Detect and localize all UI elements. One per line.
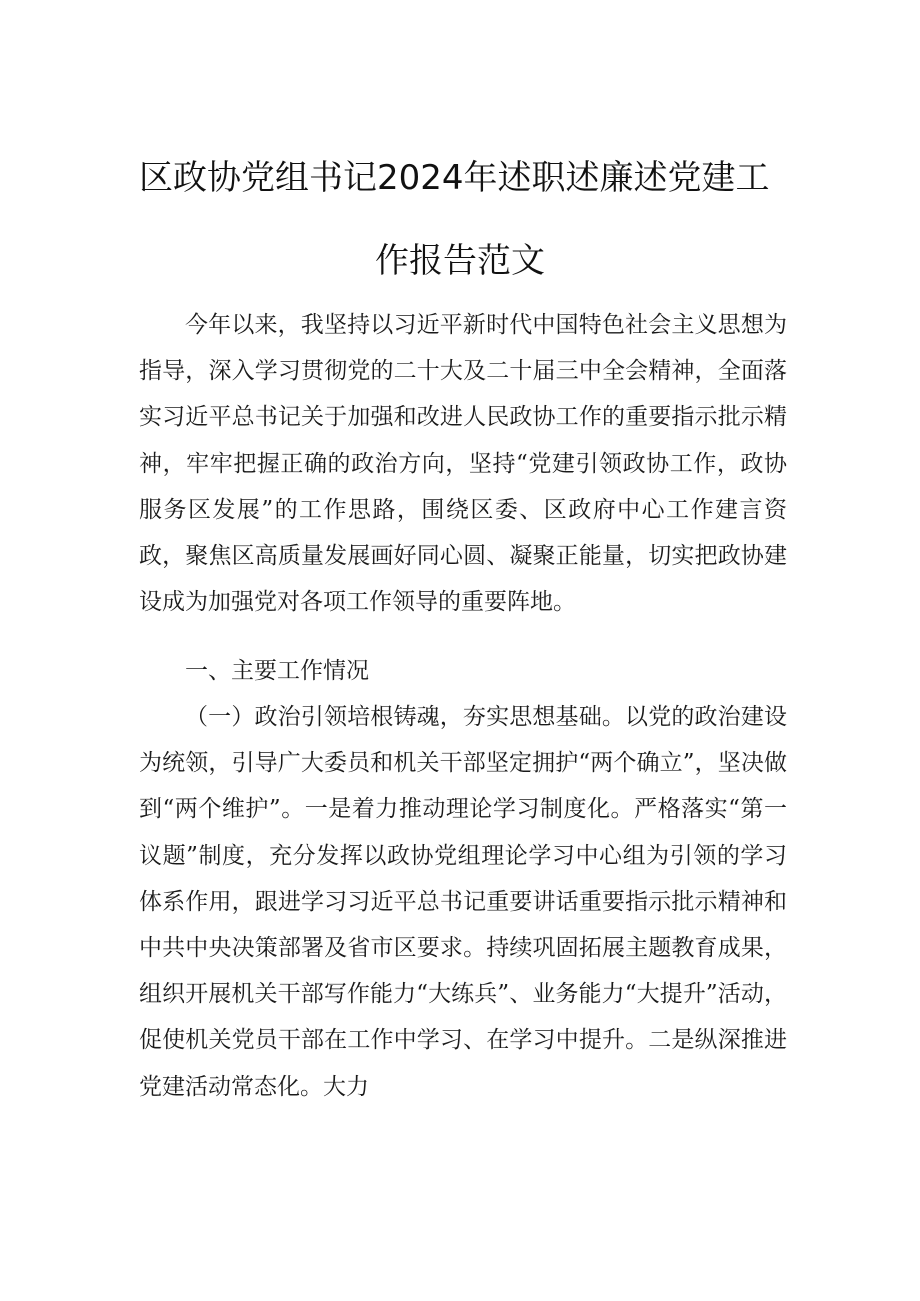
document-title-line-2: 作报告范文 <box>375 241 545 281</box>
section-1-paragraph: （一）政治引领培根铸魂，夯实思想基础。以党的政治建设为统领，引导广大委员和机关干部坚定拥护“两个确立”，坚决做到“两个维护”。一是着力推动理论学习制度化。严格落实“第一议题”制度，充分发挥以政协党组理论学习中心组为引领的学习体系作用，跟进学习习近平总书记重要讲话重要指示批示精神和中共中央决策部署及省市区要求。持续巩固拓展主题教育成果，组织开展机关干部写作能力“大练兵”、业务能力“大提升”活动，促使机关党员干部在工作中学习、在学习中提升。二是纵深推进党建活动常态化。大力 <box>139 704 787 1100</box>
document-title-line-1: 区政协党组书记2024年述职述廉述党建工 <box>139 158 770 198</box>
section-heading: 一、主要工作情况 <box>185 658 369 684</box>
intro-paragraph: 今年以来，我坚持以习近平新时代中国特色社会主义思想为指导，深入学习贯彻党的二十大及二十届三中全会精神，全面落实习近平总书记关于加强和改进人民政协工作的重要指示批示精神，牢牢把握正确的政治方向，坚持“党建引领政协工作，政协服务区发展”的工作思路，围绕区委、区政府中心工作建言资政，聚焦区高质量发展画好同心圆、凝聚正能量，切实把政协建设成为加强党对各项工作领导的重要阵地。 <box>139 312 787 616</box>
